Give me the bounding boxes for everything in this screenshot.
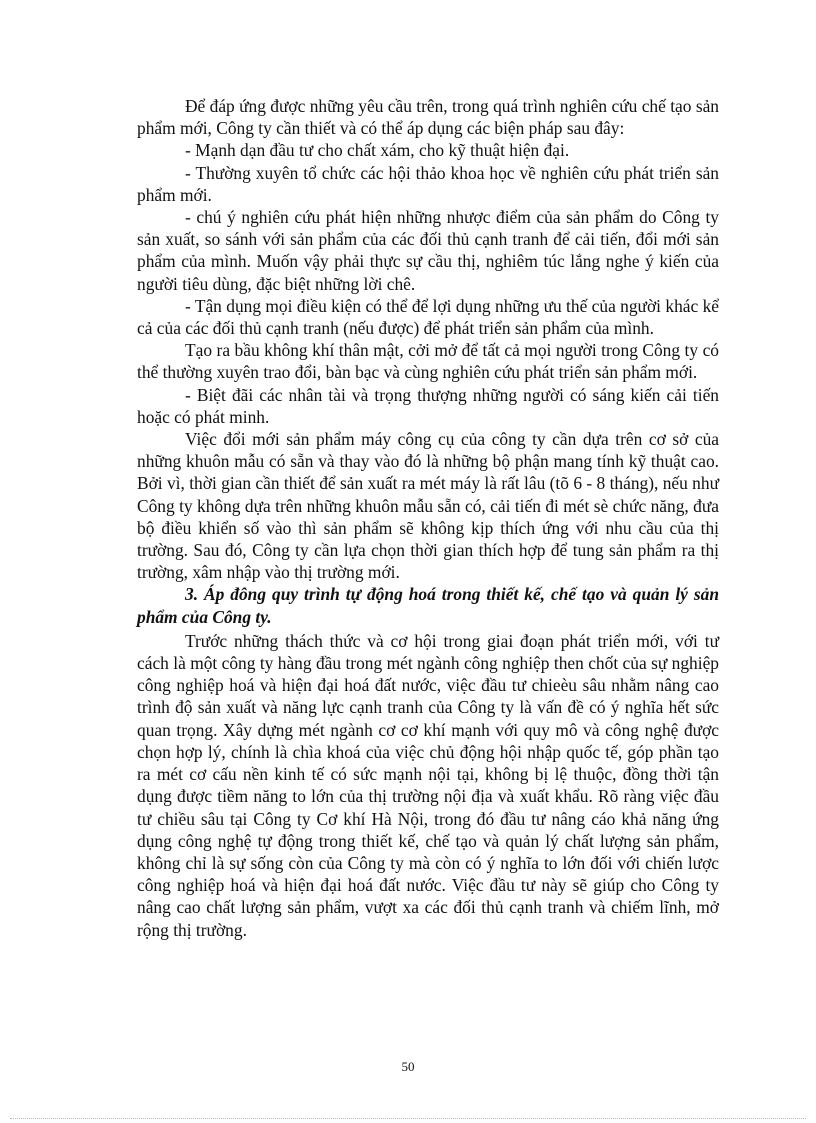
measure-item-2: - Thường xuyên tổ chức các hội thảo khoa học về nghiên cứu phát triển sản phẩm mới.	[137, 162, 719, 205]
section-heading: 3. Áp đông quy trình tự động hoá trong thiết kế, chế tạo và quản lý sản phẩm của Công ty.	[137, 584, 719, 627]
measure-item-6: - Biệt đãi các nhân tài và trọng thượng những người có sáng kiến cải tiến hoặc có phát minh.	[137, 384, 719, 427]
page-number: 50	[401, 1059, 415, 1074]
page-bottom-divider	[10, 1118, 806, 1119]
measure-item-4: - Tận dụng mọi điều kiện có thể để lợi dụng những ưu thế của người khác kể cả của các đối thủ cạnh tranh (nếu được) để phát triển sản phẩm của mình.	[137, 295, 719, 339]
measure-item-1: - Mạnh dạn đầu tư cho chất xám, cho kỹ thuật hiện đại.	[185, 140, 570, 161]
product-renewal-paragraph: Việc đổi mới sản phẩm máy công cụ của công ty cần dựa trên cơ sở của những khuôn mẫu có sẵn và thay vào đó là những bộ phận mang tính kỹ thuật cao. Bởi vì, thời gian cần thiết để sản xuất ra mét máy là rất lâu (tõ 6 - 8 tháng), nếu như Công ty không dựa trên những khuôn mẫu sẵn có, cải tiến đi mét sè chức năng, đưa bộ điều khiển số vào thì sản phẩm sẽ không kịp thích ứng với nhu cầu của thị trường. Sau đó, Công ty cần lựa chọn thời gian thích hợp để tung sản phẩm ra thị trường, xâm nhập vào thị trường mới.	[137, 429, 719, 583]
section-paragraph: Trước những thách thức và cơ hội trong giai đoạn phát triển mới, với tư cách là một công ty hàng đầu trong mét ngành công nghiệp then chốt của sự nghiệp công nghiệp hoá và hiện đại hoá đất nước, việc đầu tư chieèu sâu nhằm nâng cao trình độ sản xuất và năng lực cạnh tranh của Công ty là vấn đề có ý nghĩa hết sức quan trọng. Xây dựng mét ngành cơ cơ khí mạnh với quy mô và công nghệ được chọn hợp lý, chính là chìa khoá của việc chủ động hội nhập quốc tế, góp phần tạo ra mét cơ cấu nền kinh tế có sức mạnh nội tại, không bị lệ thuộc, đồng thời tận dụng được tiềm năng to lớn của thị trường nội địa và xuất khẩu. Rõ ràng việc đầu tư chiều sâu tại Công ty Cơ khí Hà Nội, trong đó đầu tư nâng cáo khả năng ứng dụng công nghệ tự động trong thiết kế, chế tạo và quản lý chất lượng sản phẩm, không chỉ là sự sống còn của Công ty mà còn có ý nghĩa to lớn đối với chiến lược công nghiệp hoá và hiện đại hoá đất nước. Việc đầu tư này sẽ giúp cho Công ty nâng cao chất lượng sản phẩm, vượt xa các đối thủ cạnh tranh và chiếm lĩnh, mở rộng thị trường.	[137, 630, 719, 940]
measure-item-3: - chú ý nghiên cứu phát hiện những nhược điểm của sản phẩm do Công ty sản xuất, so sánh với sản phẩm của các đối thủ cạnh tranh để cải tiến, đổi mới sản phẩm của mình. Muốn vậy phải thực sự cầu thị, nghiêm túc lắng nghe ý kiến của người tiêu dùng, đặc biệt những lời chê.	[137, 207, 719, 294]
intro-paragraph: Để đáp ứng được những yêu cầu trên, trong quá trình nghiên cứu chế tạo sản phẩm mới, Công ty cần thiết và có thể áp dụng các biện pháp sau đây:	[137, 96, 719, 139]
measure-item-5: Tạo ra bầu không khí thân mật, cởi mở để tất cả mọi người trong Công ty có thể thường xuyên trao đổi, bàn bạc và cùng nghiên cứu phát triển sản phẩm mới.	[137, 340, 719, 383]
document-body	[137, 95, 719, 941]
